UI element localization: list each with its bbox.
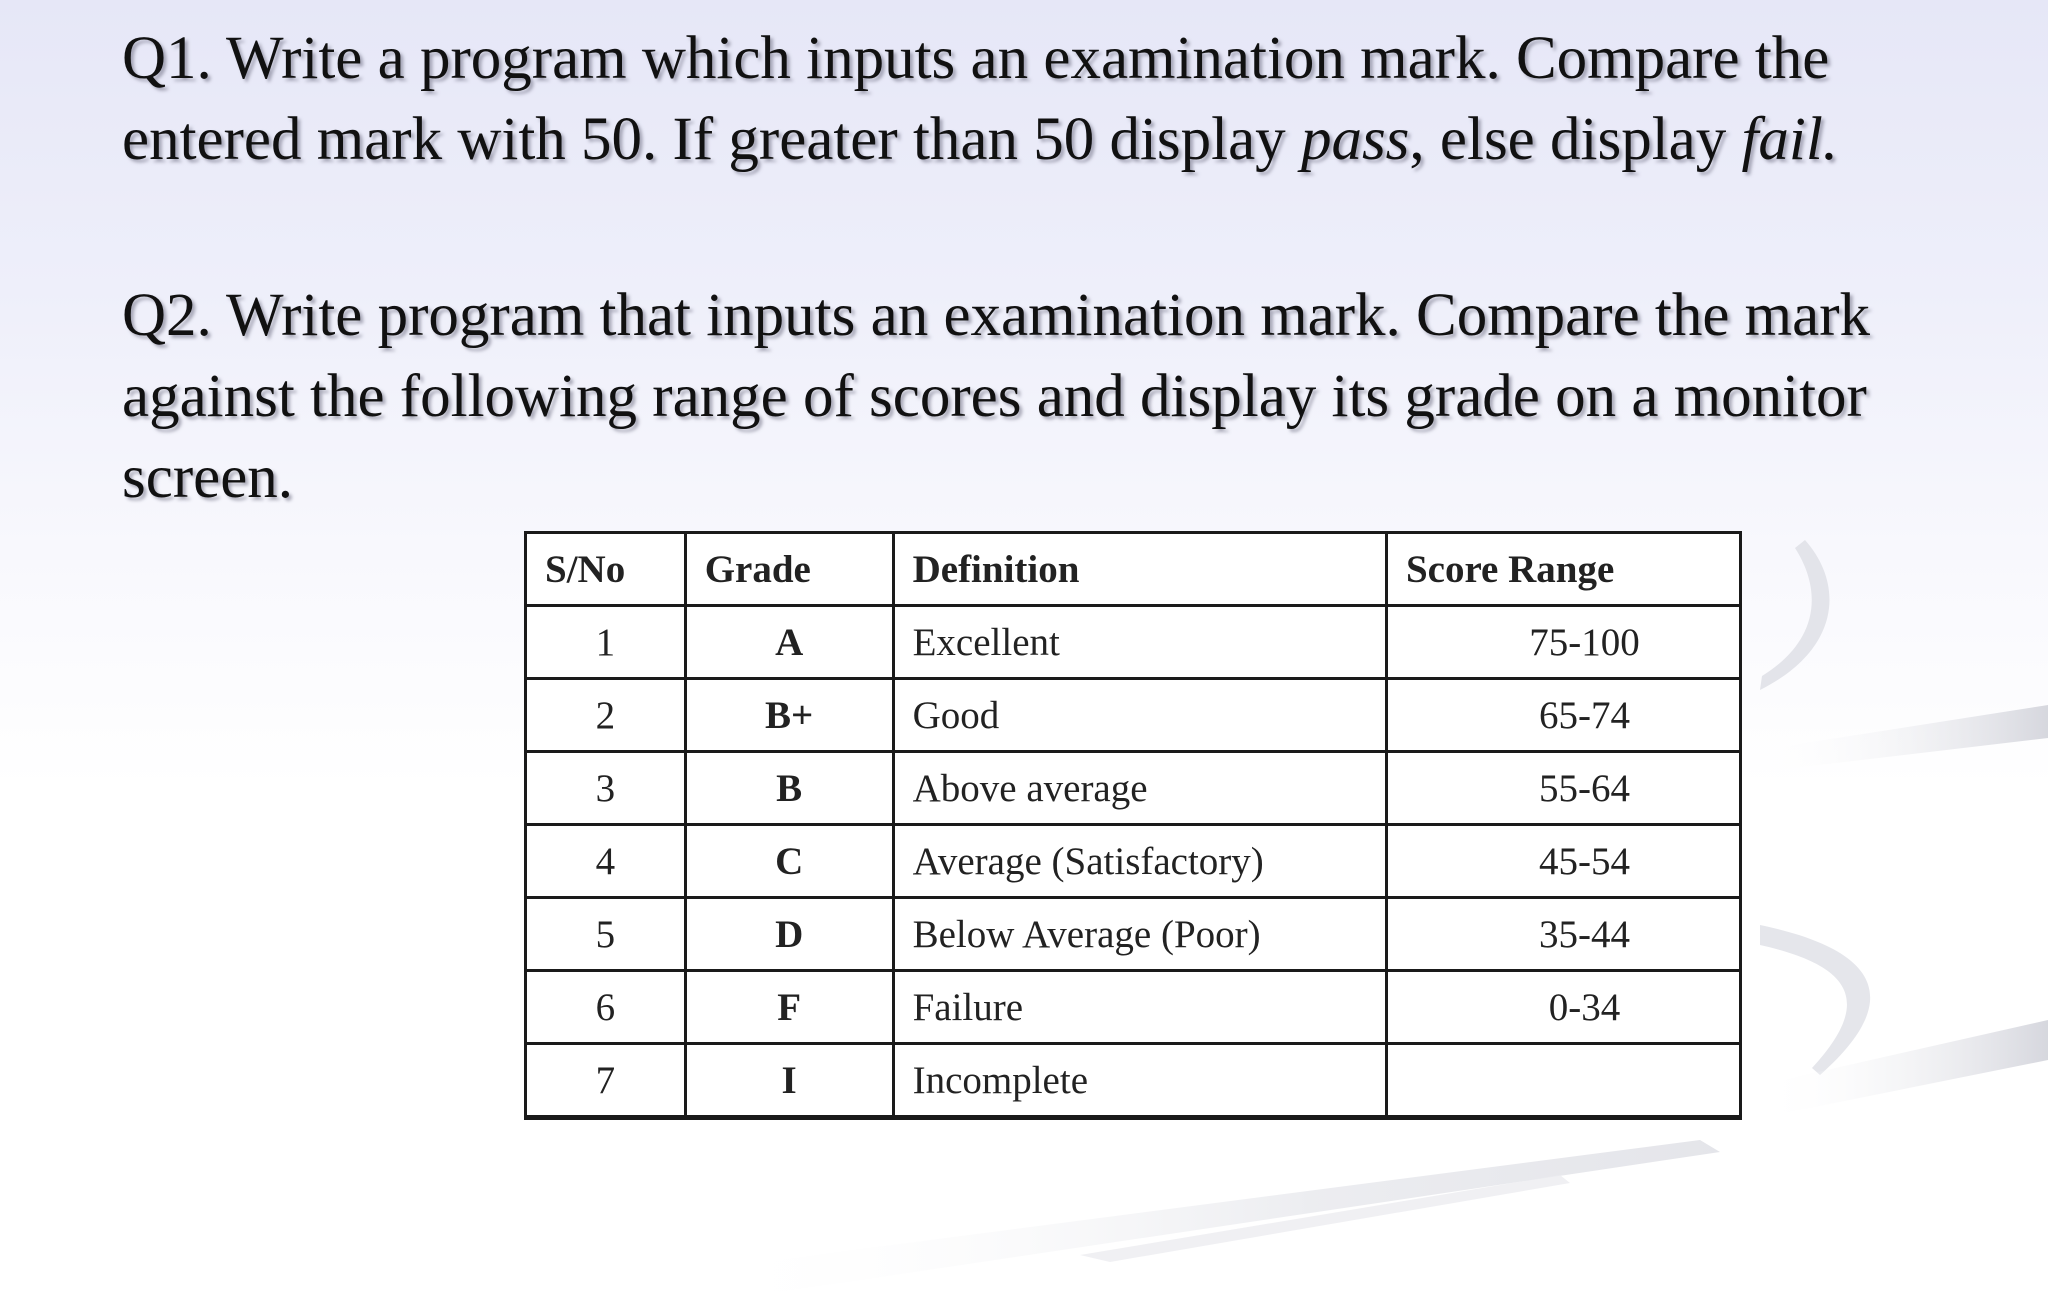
cell-grade: A (685, 606, 893, 679)
cell-definition: Average (Satisfactory) (893, 825, 1386, 898)
table-row (526, 1044, 1741, 1118)
swoosh-band-bottom (700, 1140, 1720, 1295)
swoosh-curve-upper (1760, 540, 1829, 690)
table-row (526, 679, 1741, 752)
header-score-range: Score Range (1386, 533, 1740, 606)
cell-grade: B (685, 752, 893, 825)
cell-score-range: 65-74 (1386, 679, 1740, 752)
cell-grade: B+ (685, 679, 893, 752)
table-row (526, 825, 1741, 898)
header-definition: Definition (893, 533, 1386, 606)
cell-sno: 7 (526, 1044, 686, 1118)
cell-grade: F (685, 971, 893, 1044)
table-row (526, 971, 1741, 1044)
cell-definition: Above average (893, 752, 1386, 825)
table-row (526, 606, 1741, 679)
cell-grade: D (685, 898, 893, 971)
cell-grade: I (685, 1044, 893, 1118)
cell-score-range: 35-44 (1386, 898, 1740, 971)
question-1 (122, 18, 1922, 180)
question-1-pass-word: pass (1300, 106, 1410, 173)
cell-definition: Excellent (893, 606, 1386, 679)
cell-score-range: 45-54 (1386, 825, 1740, 898)
question-2: Q2. Write program that inputs an examination mark. Compare the mark against the following range of scores and display its grade on a monitor screen. (122, 282, 1871, 511)
cell-sno: 4 (526, 825, 686, 898)
cell-definition: Failure (893, 971, 1386, 1044)
swoosh-curve-lower (1760, 925, 1870, 1075)
grade-table-header (526, 533, 1741, 606)
header-sno: S/No (526, 533, 686, 606)
cell-sno: 1 (526, 606, 686, 679)
table-row (526, 898, 1741, 971)
table-row (526, 752, 1741, 825)
cell-score-range (1386, 1044, 1740, 1118)
cell-sno: 6 (526, 971, 686, 1044)
cell-sno: 3 (526, 752, 686, 825)
header-grade: Grade (685, 533, 893, 606)
cell-score-range: 0-34 (1386, 971, 1740, 1044)
cell-definition: Below Average (Poor) (893, 898, 1386, 971)
question-1-text-middle: , else display (1409, 106, 1742, 173)
grade-table-header-row (526, 533, 1741, 606)
swoosh-band-lower (1760, 1020, 2048, 1118)
cell-sno: 2 (526, 679, 686, 752)
cell-grade: C (685, 825, 893, 898)
cell-definition: Good (893, 679, 1386, 752)
cell-definition: Incomplete (893, 1044, 1386, 1118)
cell-score-range: 75-100 (1386, 606, 1740, 679)
cell-score-range: 55-64 (1386, 752, 1740, 825)
question-1-text: Q1. Write a program which inputs an examination mark. Compare the entered mark with 50. If greater than 50 display (122, 25, 1830, 173)
grade-table-body (526, 606, 1741, 1118)
question-1-fail-word: fail. (1741, 106, 1839, 173)
swoosh-band-upper (1760, 705, 2048, 772)
cell-sno: 5 (526, 898, 686, 971)
grade-table (524, 531, 1742, 1120)
